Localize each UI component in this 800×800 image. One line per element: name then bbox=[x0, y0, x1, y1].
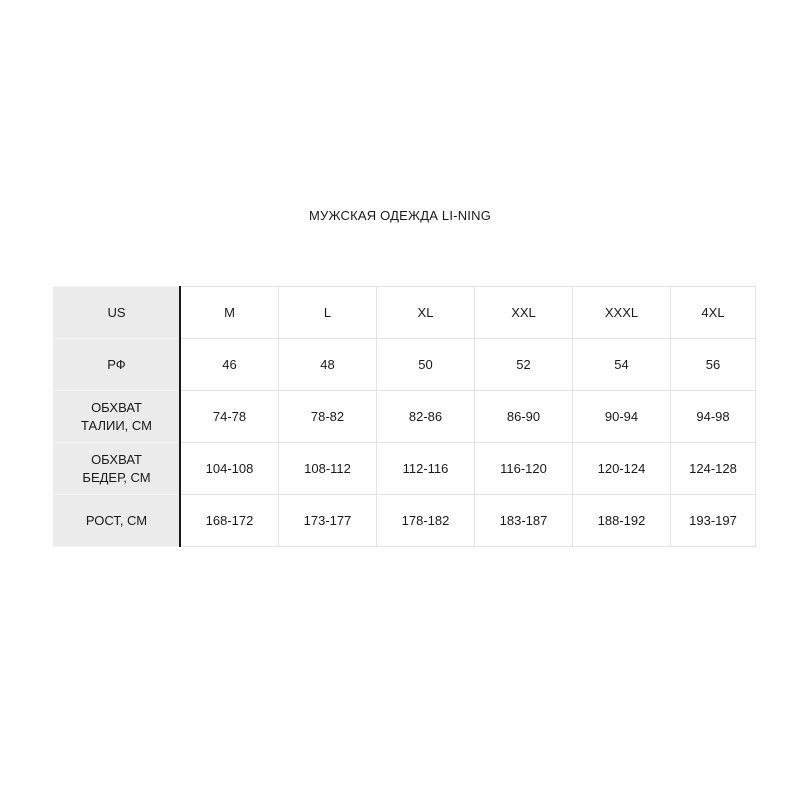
table-cell: 48 bbox=[279, 339, 377, 391]
table-cell: 168-172 bbox=[180, 495, 279, 547]
table-row-us bbox=[54, 287, 756, 339]
table-row-rf bbox=[54, 339, 756, 391]
table-cell: 178-182 bbox=[377, 495, 475, 547]
row-header: US bbox=[54, 287, 181, 339]
table-cell: 94-98 bbox=[671, 391, 756, 443]
table-cell: 54 bbox=[573, 339, 671, 391]
table-cell: 173-177 bbox=[279, 495, 377, 547]
table-cell: 188-192 bbox=[573, 495, 671, 547]
row-header: РОСТ, СМ bbox=[54, 495, 181, 547]
table-cell: 4XL bbox=[671, 287, 756, 339]
table-cell: 120-124 bbox=[573, 443, 671, 495]
table-cell: 78-82 bbox=[279, 391, 377, 443]
table-cell: 46 bbox=[180, 339, 279, 391]
page-title: МУЖСКАЯ ОДЕЖДА LI-NING bbox=[308, 208, 492, 223]
row-header: РФ bbox=[54, 339, 181, 391]
table-cell: 86-90 bbox=[475, 391, 573, 443]
table-row-waist bbox=[54, 391, 756, 443]
table-cell: 112-116 bbox=[377, 443, 475, 495]
table-cell: XXL bbox=[475, 287, 573, 339]
table-cell: M bbox=[180, 287, 279, 339]
row-header: ОБХВАТ ТАЛИИ, СМ bbox=[54, 391, 181, 443]
table-cell: 90-94 bbox=[573, 391, 671, 443]
table-cell: 116-120 bbox=[475, 443, 573, 495]
table-cell: 82-86 bbox=[377, 391, 475, 443]
table-cell: XL bbox=[377, 287, 475, 339]
table-cell: 193-197 bbox=[671, 495, 756, 547]
table-cell: 108-112 bbox=[279, 443, 377, 495]
table-cell: 74-78 bbox=[180, 391, 279, 443]
table-cell: 104-108 bbox=[180, 443, 279, 495]
size-chart-table bbox=[53, 286, 756, 547]
table-row-hips bbox=[54, 443, 756, 495]
table-cell: 50 bbox=[377, 339, 475, 391]
row-header: ОБХВАТ БЕДЕР, СМ bbox=[54, 443, 181, 495]
table-cell: 52 bbox=[475, 339, 573, 391]
table-cell: 56 bbox=[671, 339, 756, 391]
table-cell: L bbox=[279, 287, 377, 339]
table-cell: 124-128 bbox=[671, 443, 756, 495]
table-cell: 183-187 bbox=[475, 495, 573, 547]
table-cell: XXXL bbox=[573, 287, 671, 339]
table-row-height bbox=[54, 495, 756, 547]
